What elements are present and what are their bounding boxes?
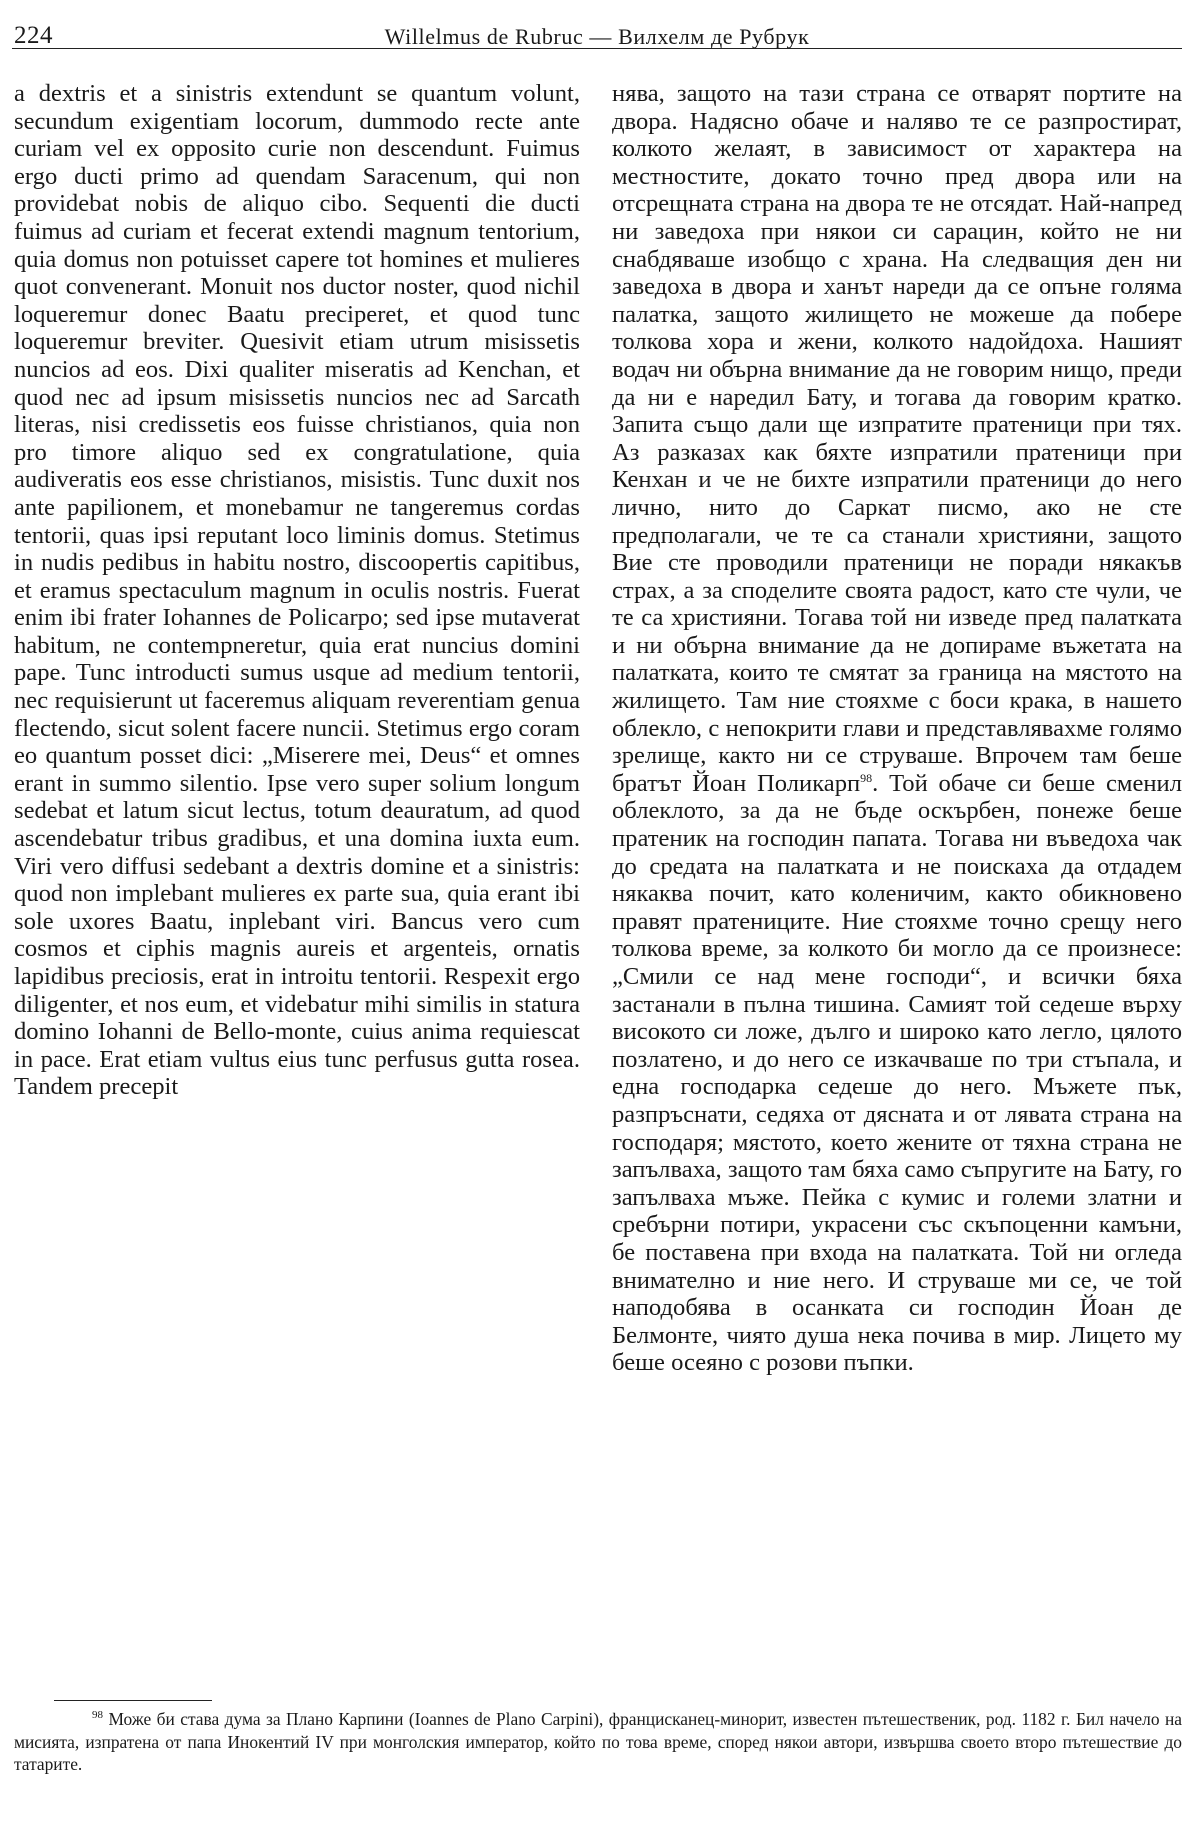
bulgarian-text-part2: . Той обаче си беше сменил облеклото, за да не бъде оскърбен, понеже беше пратеник на господин папата. Тогава ни въведоха чак до средата на палатката и не поискаха да отдадем някаква почит, като коленичим, както обикновено правят пратениците. Ние стояхме точно срещу него толкова време, за колкото би могло да се произнесе: „Смили се над мене господи“, и всички бяха застанали в пълна тишина. Самият той седеше върху високото си ложе, дълго и широко като легло, цялото позлатено, и до него се изкачваше по три стъпала, и една господарка седеше до него. Мъжете пък, разпръснати, седяха от дясната и от лявата страна на господаря; мястото, което жените от тяхна страна не запълваха, защото там бяха само съпругите на Бату, го запълваха мъже. Пейка с кумис и големи златни и сребърни потири, украсени със скъпоценни камъни, бе поставена при входа на палатката. Той ни огледа внимателно и ние него. И струваше ми се, че той наподобява в осанката си господин Йоан де Белмонте, чиято душа нека почива в мир. Лицето му беше осеяно с розови пъпки. (612, 769, 1182, 1377)
footnote-reference: 98 (860, 770, 873, 785)
latin-text: a dextris et a sinistris extendunt se quantum volunt, secundum exigentiam locorum, dummodo recte ante curiam vel ex opposito curie non descendunt. Fuimus ergo ducti primo ad quendam Saracenum, qui non providebat nobis de aliquo cibo. Sequenti die ducti fuimus ad curiam et fecerat extendi magnum tentorium, quia domus non potuisset capere tot homines et mulieres quot convenerant. Monuit nos ductor noster, quod nichil loqueremur donec Baatu preciperet, et quod tunc loqueremur breviter. Quesivit etiam utrum misissetis nuncios ad eos. Dixi qualiter miseratis ad Kenchan, et quod nec ad ipsum misissetis nuncios nec ad Sarcath literas, nisi credissetis eos fuisse christianos, quia non pro timore aliquo sed ex congratulatione, quia audiveratis eos esse christianos, misistis. Tunc duxit nos ante papilionem, et monebamur ne tangeremus cordas tentorii, quas ipsi reputant loco liminis domus. Stetimus in nudis pedibus in habitu nostro, discoopertis capitibus, et eramus spectaculum magnum in oculis nostris. Fuerat enim ibi frater Iohannes de Policarpo; sed ipse mutaverat habitum, ne contempneretur, quia erat nuncius domini pape. Tunc introducti sumus usque ad medium tentorii, nec requisierunt ut faceremus aliquam reverentiam genua flectendo, sicut solent facere nuncii. Stetimus ergo coram eo quantum posset dici: „Miserere mei, Deus“ et omnes erant in summo silentio. Ipse vero super solium longum sedebat et latum sicut lectus, totum deauratum, ad quod ascendebatur tribus gradibus, et una domina iuxta eum. Viri vero diffusi sedebant a dextris domine et a sinistris: quod non implebant mulieres ex parte sua, quia erant ibi sole uxores Baatu, inplebant viri. Bancus vero cum cosmos et ciphis magnis aureis et argenteis, ornatis lapidibus preciosis, erat in introitu tentorii. Respexit ergo diligenter, et nos eum, et videbatur mihi similis in statura domino Iohanni de Bello-monte, cuius anima requiescat in pace. Erat etiam vultus eius tunc perfusus gutta rosea. Tandem precepit (14, 80, 580, 1101)
bulgarian-text-part1: нява, защото на тази страна се отварят портите на двора. Надясно обаче и наляво те се разпростират, колкото желаят, в зависимост от характера на местностите, докато точно пред двора или на отсрещната страна на двора те не отсядат. Най-напред ни заведоха при някои си сарацин, който не ни снабдяваше изобщо с храна. На следващия ден ни заведоха в двора и ханът нареди да се опъне голяма палатка, защото жилището не можеше да побере толкова хора и жени, колкото надойдоха. Нашият водач ни обърна внимание да не говорим нищо, преди да ни е наредил Бату, и тогава да говорим кратко. Запита също дали ще изпратите пратеници при тях. Аз разказах как бяхте изпратили пратеници при Кенхан и че не бихте изпратили пратеници до него лично, нито до Саркат писмо, ако не сте предполагали, че те са станали християни, защото Вие сте проводили пратеници не поради някакъв страх, а за споделите своята радост, като сте чули, че те са християни. Тогава той ни изведе пред палатката и ни обърна внимание да не допираме въжетата на палатката, които те смятат за граница на мястото на жилището. Там ние стояхме с боси крака, в нашето облекло, с непокрити глави и представлявахме голямо зрелище, както ни се струваше. Впрочем там беше братът Йоан Поликарп (612, 80, 1182, 797)
footnote-text: Може би става дума за Плано Карпини (Ioannes de Plano Carpini), францисканец-минорит, известен пътешественик, род. 1182 г. Бил начело на мисията, изпратена от папа Инокентий IV при монголския император, който по това време, според някои автори, извършва своето второ пътешествие до татарите. (14, 1709, 1182, 1774)
page-number: 224 (14, 22, 53, 49)
running-title: Willelmus de Rubruc — Вилхелм де Рубрук (384, 24, 810, 49)
bulgarian-text (612, 80, 1182, 1377)
page-header (12, 14, 1182, 49)
footnote-divider (54, 1700, 212, 1701)
footnote-mark: 98 (92, 1709, 103, 1722)
footnote (14, 1708, 1182, 1776)
bulgarian-column (612, 80, 1182, 1700)
latin-column (14, 80, 580, 1700)
